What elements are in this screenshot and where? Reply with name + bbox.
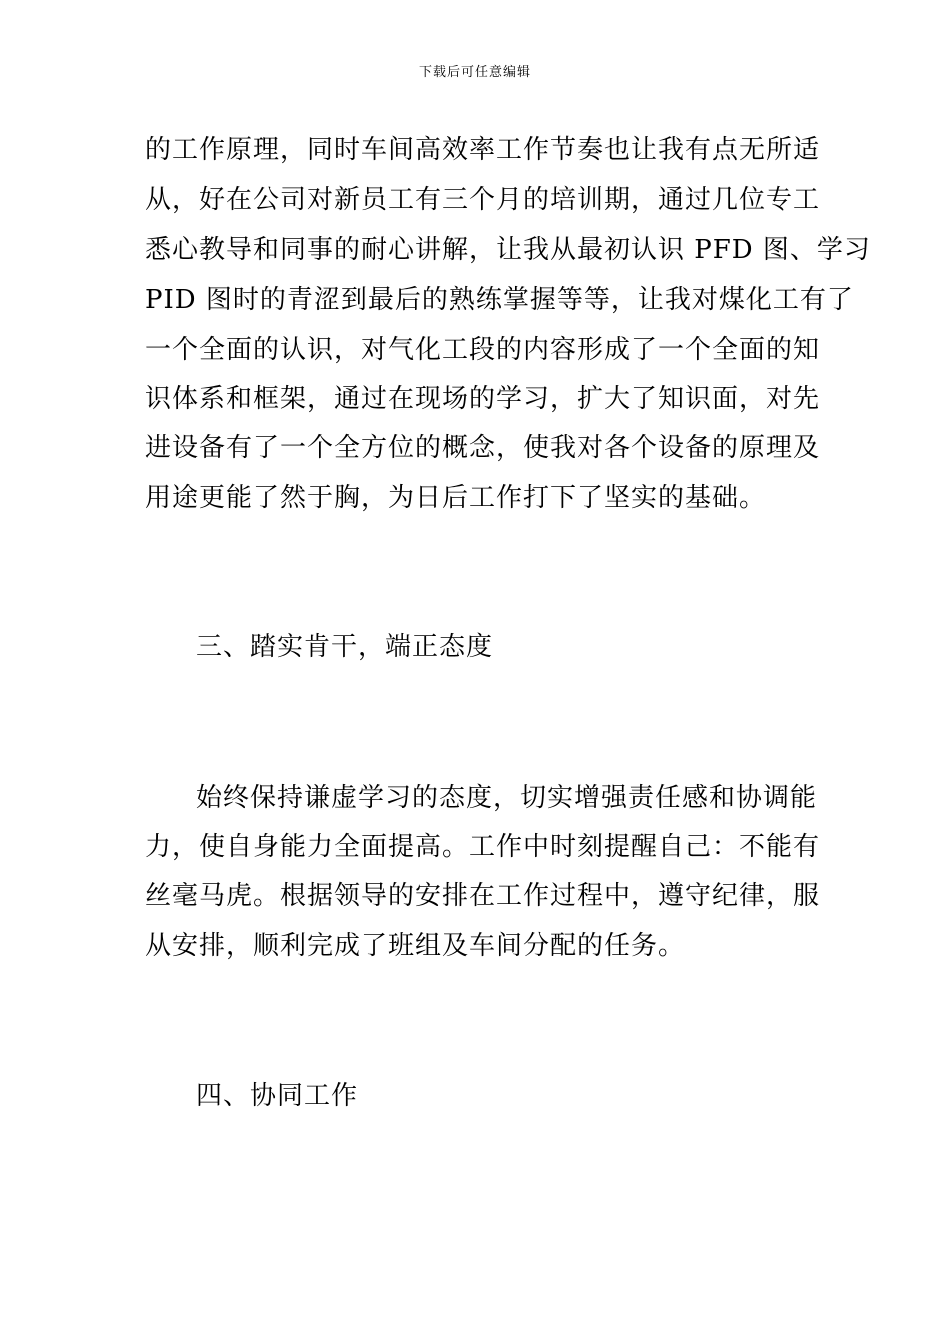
- paragraph-line: 的工作原理，同时车间高效率工作节奏也让我有点无所适: [145, 135, 821, 165]
- paragraph-line: 丝毫马虎。根据领导的安排在工作过程中，遵守纪律，服: [145, 881, 821, 911]
- paragraph-line: 识体系和框架，通过在现场的学习，扩大了知识面，对先: [145, 384, 821, 414]
- paragraph-line: 一个全面的认识，对气化工段的内容形成了一个全面的知: [145, 335, 821, 365]
- section-heading-4: 四、协同工作: [196, 1081, 359, 1111]
- paragraph-line: PID 图时的青涩到最后的熟练掌握等等，让我对煤化工有了: [145, 285, 854, 315]
- paragraph-line: 用途更能了然于胸，为日后工作打下了坚实的基础。: [145, 483, 767, 513]
- paragraph-line: 悉心教导和同事的耐心讲解，让我从最初认识 PFD 图、学习: [145, 235, 871, 265]
- paragraph-line: 从安排，顺利完成了班组及车间分配的任务。: [145, 931, 686, 961]
- paragraph-line: 力，使自身能力全面提高。工作中时刻提醒自己：不能有: [145, 832, 821, 862]
- page-header-note: 下载后可任意编辑: [418, 65, 531, 80]
- paragraph-line: 从，好在公司对新员工有三个月的培训期，通过几位专工: [145, 185, 821, 215]
- paragraph-line: 始终保持谦虚学习的态度，切实增强责任感和协调能: [196, 783, 818, 813]
- section-heading-3: 三、踏实肯干，端正态度: [196, 632, 494, 662]
- paragraph-line: 进设备有了一个全方位的概念，使我对各个设备的原理及: [145, 433, 821, 463]
